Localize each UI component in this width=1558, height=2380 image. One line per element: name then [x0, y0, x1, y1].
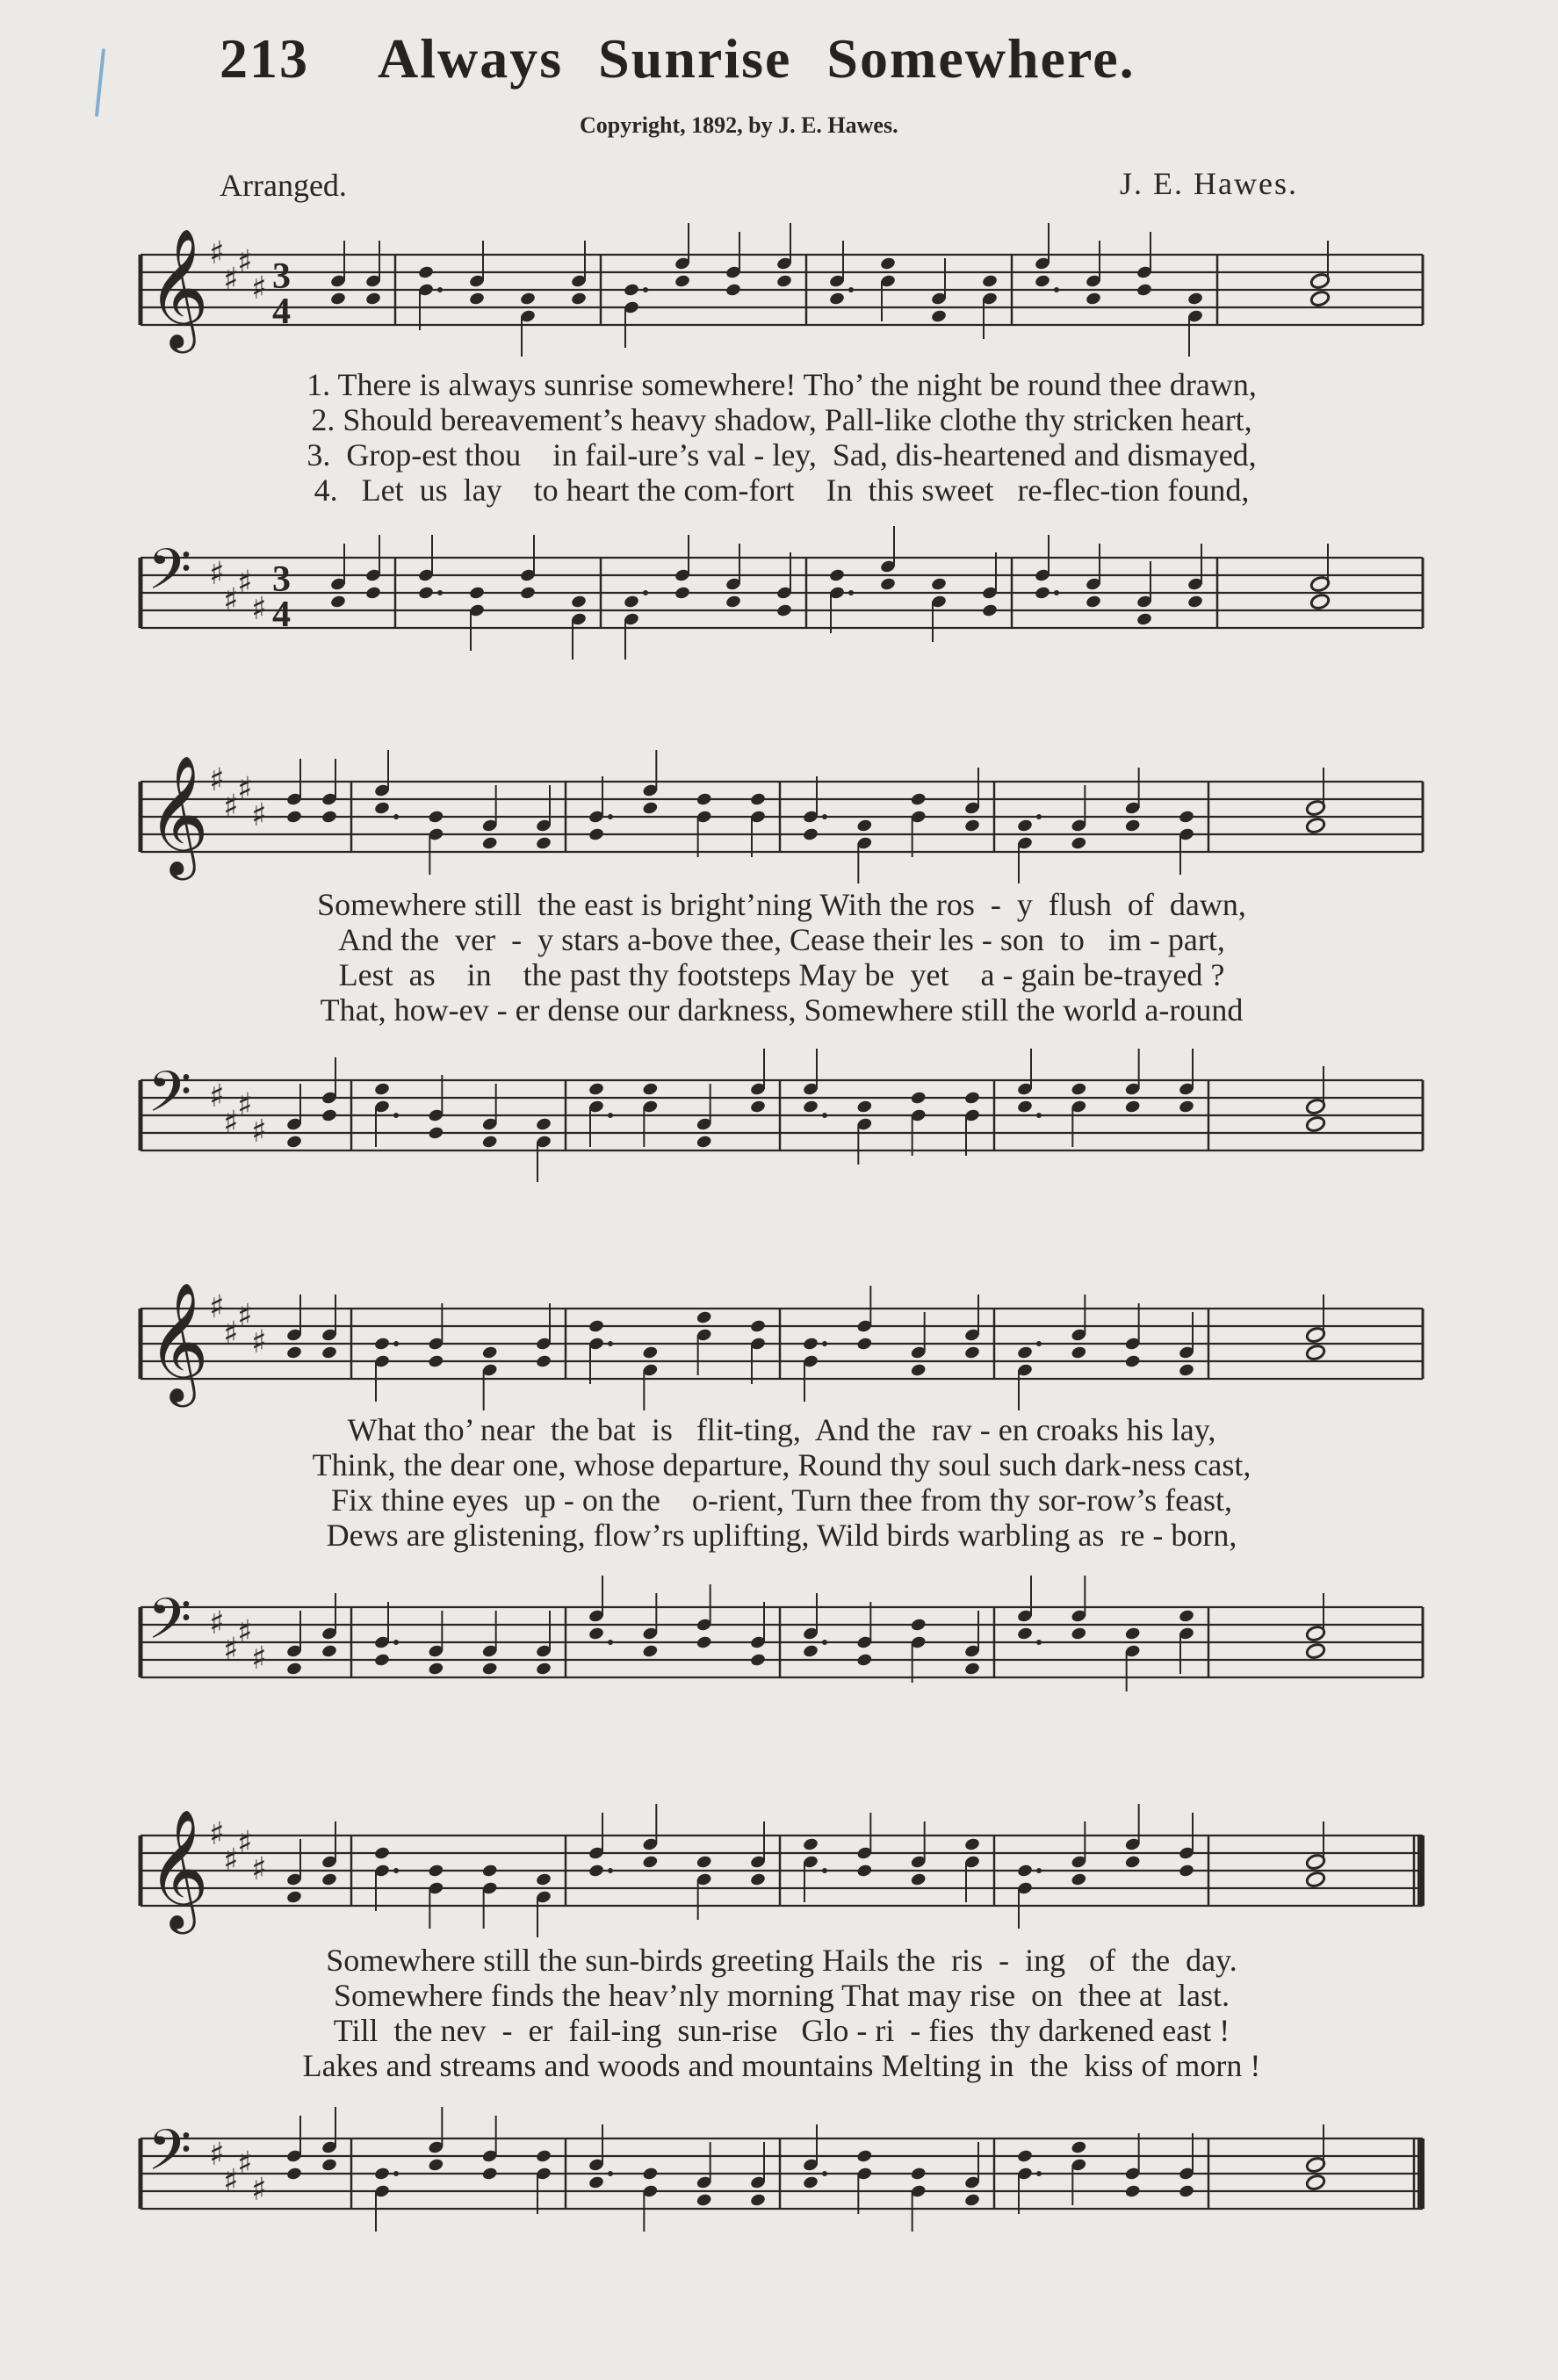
lyric-verse-3: 3. Grop-est thou in fail-ure’s val - ley, Sad, dis-heartened and dismayed,: [307, 437, 1257, 472]
dot: [393, 1640, 399, 1645]
half-note-head: [1305, 1344, 1326, 1361]
note-head: [428, 2158, 444, 2173]
note-head: [802, 1100, 819, 1114]
note-head: [1071, 1345, 1087, 1360]
dot: [1036, 1868, 1042, 1873]
note-head: [963, 819, 980, 833]
note-head: [981, 603, 998, 618]
note-head: [428, 1864, 444, 1879]
treble-clef-icon: 𝄞: [148, 1807, 209, 1929]
note-head: [696, 1310, 712, 1325]
sharp-icon: ♯: [251, 1324, 267, 1360]
lyric-verse-2: And the ver - y stars a-bove thee, Cease their les - son to im - part,: [338, 922, 1225, 957]
sharp-icon: ♯: [251, 1851, 267, 1887]
note-head: [696, 1135, 712, 1150]
note-head: [930, 309, 947, 324]
note-head: [1178, 1363, 1194, 1378]
sharp-icon: ♯: [209, 556, 225, 592]
sharp-icon: ♯: [223, 1632, 239, 1668]
note-head: [696, 2193, 712, 2208]
note-head: [1136, 283, 1152, 298]
note-head: [981, 274, 998, 289]
note-head: [749, 1100, 766, 1114]
note-head: [428, 1354, 444, 1369]
treble-clef-icon: 𝄞: [148, 754, 209, 875]
note-head: [749, 1319, 766, 1334]
music-system-2: [132, 738, 1432, 1177]
sharp-icon: ♯: [209, 2137, 225, 2173]
hymn-header: [176, 26, 1405, 97]
note-head: [879, 577, 896, 592]
sharp-icon: ♯: [209, 1605, 225, 1641]
note-head: [725, 283, 741, 298]
dot: [1036, 1341, 1042, 1346]
dot: [643, 590, 648, 595]
dot: [608, 814, 613, 819]
lyric-verse-1: Somewhere still the sun-birds greeting Hails the ris - ing of the day.: [326, 1943, 1237, 1978]
note-head: [1124, 1855, 1141, 1870]
note-head: [428, 1662, 444, 1677]
lyric-verse-1: What tho’ near the bat is flit-ting, And the rav - en croaks his lay,: [347, 1412, 1216, 1447]
sharp-icon: ♯: [223, 1843, 239, 1879]
note-head: [373, 1653, 390, 1668]
bass-staff-1: [132, 537, 1432, 645]
dot: [822, 1640, 827, 1645]
note-head: [696, 792, 712, 807]
note-head: [910, 2167, 927, 2182]
note-head: [910, 792, 927, 807]
note-head: [802, 1337, 819, 1352]
lyric-verse-2: 2. Should bereavement’s heavy shadow, Pall-like clothe thy stricken heart,: [311, 402, 1252, 437]
note-head: [749, 792, 766, 807]
hymn-title: Always Sunrise Somewhere.: [378, 27, 1136, 90]
dot: [1036, 814, 1042, 819]
half-note-head: [1305, 1115, 1326, 1133]
sharp-icon: ♯: [209, 1289, 225, 1325]
note-head: [642, 1082, 659, 1097]
music-system-4: [132, 1792, 1432, 2283]
half-note-head: [1305, 1642, 1326, 1660]
half-note-head: [1305, 817, 1326, 834]
dot: [393, 814, 399, 819]
note-head: [1085, 292, 1101, 307]
note-head: [373, 1337, 390, 1352]
note-head: [856, 1337, 873, 1352]
sharp-icon: ♯: [223, 2163, 239, 2199]
sharp-icon: ♯: [237, 2146, 253, 2182]
dot: [1054, 287, 1059, 292]
note-head: [285, 810, 302, 825]
note-head: [1071, 1082, 1087, 1097]
note-head: [963, 2193, 980, 2208]
sharp-icon: ♯: [209, 762, 225, 798]
note-head: [373, 801, 390, 816]
sharp-icon: ♯: [237, 1087, 253, 1123]
note-head: [285, 1135, 302, 1150]
note-head: [725, 595, 741, 609]
note-head: [856, 1864, 873, 1879]
dot: [608, 1868, 613, 1873]
note-head: [1178, 2184, 1194, 2199]
note-head: [588, 1864, 604, 1879]
note-head: [364, 586, 381, 601]
note-head: [417, 586, 434, 601]
treble-staff-4: [132, 1807, 1432, 1929]
note-head: [1085, 595, 1101, 609]
dot: [393, 1341, 399, 1346]
lyric-verse-2: Think, the dear one, whose departure, Round thy soul such dark-ness cast,: [312, 1447, 1251, 1482]
dot: [822, 1341, 827, 1346]
note-head: [1016, 1100, 1033, 1114]
bass-clef-icon: 𝄢: [148, 1060, 192, 1139]
note-head: [1124, 1100, 1141, 1114]
composer-credit: J. E. Hawes.: [1120, 166, 1298, 201]
sharp-icon: ♯: [209, 235, 225, 271]
lyric-verse-3: Lest as in the past thy footsteps May be yet a - gain be-trayed ?: [338, 957, 1225, 992]
treble-clef-icon: 𝄞: [148, 227, 209, 348]
note-head: [588, 827, 604, 842]
sharp-icon: ♯: [251, 270, 267, 307]
bass-clef-icon: 𝄢: [148, 537, 192, 617]
note-head: [802, 1837, 819, 1852]
note-head: [535, 1872, 552, 1887]
note-head: [321, 1345, 337, 1360]
note-head: [1071, 1626, 1087, 1641]
note-head: [963, 1091, 980, 1106]
sharp-icon: ♯: [237, 244, 253, 280]
sharp-icon: ♯: [251, 1114, 267, 1150]
bass-staff-3: [132, 1587, 1432, 1695]
note-head: [570, 595, 587, 609]
time-signature-denominator: 4: [272, 595, 291, 635]
note-head: [481, 836, 498, 851]
note-head: [828, 292, 845, 307]
note-head: [623, 283, 639, 298]
note-head: [321, 810, 337, 825]
note-head: [321, 1644, 337, 1659]
note-head: [285, 2167, 302, 2182]
dot: [1036, 1113, 1042, 1118]
note-head: [775, 603, 792, 618]
note-head: [642, 1855, 659, 1870]
note-head: [285, 1890, 302, 1905]
note-head: [749, 2193, 766, 2208]
note-head: [856, 819, 873, 833]
note-head: [481, 2167, 498, 2182]
dot: [822, 1113, 827, 1118]
note-head: [535, 1117, 552, 1132]
sharp-icon: ♯: [251, 797, 267, 833]
note-head: [642, 801, 659, 816]
note-head: [481, 1135, 498, 1150]
note-head: [963, 1662, 980, 1677]
note-head: [642, 2167, 659, 2182]
lyric-verse-4: That, how-ev - er dense our darkness, Somewhere still the world a-round: [320, 992, 1244, 1028]
note-head: [519, 292, 536, 307]
note-head: [1124, 1354, 1141, 1369]
lyric-verse-3: Till the nev - er fail-ing sun-rise Glo - ri - fies thy darkened east !: [333, 2013, 1230, 2048]
dot: [437, 590, 443, 595]
time-signature-numerator: 3: [272, 559, 291, 600]
note-head: [1187, 292, 1203, 307]
lyric-verse-4: Dews are glistening, flow’rs uplifting, Wild birds warbling as re - born,: [326, 1518, 1237, 1553]
note-head: [1034, 274, 1050, 289]
treble-staff-3: [132, 1280, 1432, 1402]
note-head: [696, 1855, 712, 1870]
dot: [608, 1640, 613, 1645]
note-head: [588, 1082, 604, 1097]
note-head: [428, 1126, 444, 1141]
dot: [1054, 590, 1059, 595]
note-head: [373, 1846, 390, 1861]
sharp-icon: ♯: [223, 582, 239, 618]
note-head: [329, 292, 346, 307]
note-head: [570, 292, 587, 307]
copyright-line: Copyright, 1892, by J. E. Hawes.: [580, 112, 898, 138]
treble-staff-2: [132, 754, 1432, 875]
note-head: [1016, 2149, 1033, 2164]
note-head: [963, 1837, 980, 1852]
half-note-head: [1309, 593, 1331, 610]
note-head: [1178, 1609, 1194, 1624]
note-head: [321, 1872, 337, 1887]
note-head: [910, 1091, 927, 1106]
sharp-icon: ♯: [237, 1614, 253, 1650]
note-head: [373, 1082, 390, 1097]
dot: [608, 1113, 613, 1118]
note-head: [910, 1618, 927, 1633]
note-head: [856, 1653, 873, 1668]
note-head: [910, 1363, 927, 1378]
dot: [822, 814, 827, 819]
note-head: [1124, 1626, 1141, 1641]
bass-staff-2: [132, 1060, 1432, 1168]
note-head: [588, 2175, 604, 2190]
sharp-icon: ♯: [237, 1298, 253, 1334]
note-head: [775, 274, 792, 289]
lyric-verse-4: 4. Let us lay to heart the com-fort In this sweet re-flec-tion found,: [314, 472, 1250, 508]
half-note-head: [1305, 1871, 1326, 1888]
note-head: [856, 1100, 873, 1114]
note-head: [535, 1662, 552, 1677]
half-note-head: [1309, 290, 1331, 307]
note-head: [535, 1354, 552, 1369]
dot: [822, 1868, 827, 1873]
sharp-icon: ♯: [237, 771, 253, 807]
note-head: [879, 256, 896, 271]
sharp-icon: ♯: [223, 1105, 239, 1141]
note-head: [1124, 2184, 1141, 2199]
note-head: [468, 586, 485, 601]
bass-staff-4: [132, 2118, 1432, 2226]
note-head: [963, 1345, 980, 1360]
dot: [1036, 1640, 1042, 1645]
dot: [822, 2171, 827, 2176]
dot: [437, 287, 443, 292]
bass-clef-icon: 𝄢: [148, 1587, 192, 1666]
note-head: [519, 586, 536, 601]
dot: [643, 287, 648, 292]
note-head: [285, 1345, 302, 1360]
note-head: [481, 1662, 498, 1677]
music-system-1: [132, 211, 1432, 650]
sharp-icon: ♯: [209, 1816, 225, 1852]
note-head: [1016, 819, 1033, 833]
dot: [848, 287, 854, 292]
note-head: [1071, 2140, 1087, 2155]
note-head: [828, 568, 845, 583]
note-head: [321, 2158, 337, 2173]
note-head: [1124, 819, 1141, 833]
note-head: [623, 595, 639, 609]
note-head: [481, 1345, 498, 1360]
note-head: [588, 1319, 604, 1334]
note-head: [696, 1635, 712, 1650]
note-head: [674, 274, 690, 289]
note-head: [674, 586, 690, 601]
lyric-verse-3: Fix thine eyes up - on the o-rient, Turn thee from thy sor-row’s feast,: [330, 1482, 1233, 1518]
note-head: [428, 810, 444, 825]
note-head: [856, 2149, 873, 2164]
note-head: [373, 2167, 390, 2182]
note-head: [930, 577, 947, 592]
half-note-head: [1305, 2174, 1326, 2191]
lyric-verse-4: Lakes and streams and woods and mountains Melting in the kiss of morn !: [302, 2048, 1261, 2083]
sharp-icon: ♯: [251, 2172, 267, 2208]
dot: [393, 2171, 399, 2176]
note-head: [417, 265, 434, 280]
sharp-icon: ♯: [237, 565, 253, 601]
dot: [393, 1113, 399, 1118]
sharp-icon: ♯: [237, 1825, 253, 1861]
dot: [393, 1868, 399, 1873]
treble-clef-icon: 𝄞: [148, 1280, 209, 1402]
note-head: [642, 1345, 659, 1360]
note-head: [468, 292, 485, 307]
note-head: [588, 1626, 604, 1641]
note-head: [481, 1864, 498, 1879]
note-head: [1178, 1100, 1194, 1114]
dot: [848, 590, 854, 595]
pen-mark: [95, 48, 105, 117]
note-head: [910, 1872, 927, 1887]
arranged-credit: Arranged.: [220, 168, 347, 203]
note-head: [321, 1108, 337, 1123]
music-system-3: [132, 1265, 1432, 1704]
note-head: [1187, 595, 1203, 609]
note-head: [364, 292, 381, 307]
note-head: [1178, 810, 1194, 825]
sharp-icon: ♯: [223, 1316, 239, 1352]
note-head: [535, 836, 552, 851]
sharp-icon: ♯: [223, 262, 239, 298]
note-head: [802, 1644, 819, 1659]
note-head: [1071, 836, 1087, 851]
dot: [1036, 2171, 1042, 2176]
time-signature-denominator: 4: [272, 292, 291, 332]
lyric-verse-1: 1. There is always sunrise somewhere! Tho’ the night be round thee drawn,: [307, 367, 1257, 402]
note-head: [802, 827, 819, 842]
dot: [608, 1341, 613, 1346]
note-head: [535, 2149, 552, 2164]
sharp-icon: ♯: [251, 591, 267, 627]
hymn-number: 213: [220, 27, 309, 90]
note-head: [1016, 1864, 1033, 1879]
lyric-verse-2: Somewhere finds the heav’nly morning That may rise on thee at last.: [333, 1978, 1230, 2013]
treble-staff-1: [132, 227, 1432, 348]
bass-clef-icon: 𝄢: [148, 2118, 192, 2197]
sharp-icon: ♯: [223, 789, 239, 825]
note-head: [642, 1644, 659, 1659]
note-head: [329, 595, 346, 609]
note-head: [1034, 586, 1050, 601]
sharp-icon: ♯: [251, 1641, 267, 1677]
note-head: [1136, 612, 1152, 627]
time-signature-numerator: 3: [272, 256, 291, 297]
note-head: [749, 1653, 766, 1668]
dot: [608, 2171, 613, 2176]
note-head: [802, 2175, 819, 2190]
note-head: [1016, 1626, 1033, 1641]
note-head: [1178, 1864, 1194, 1879]
lyric-verse-1: Somewhere still the east is bright’ning With the ros - y flush of dawn,: [317, 887, 1246, 922]
note-head: [749, 1872, 766, 1887]
note-head: [285, 1662, 302, 1677]
sharp-icon: ♯: [209, 1078, 225, 1114]
note-head: [1016, 1345, 1033, 1360]
note-head: [1071, 1872, 1087, 1887]
